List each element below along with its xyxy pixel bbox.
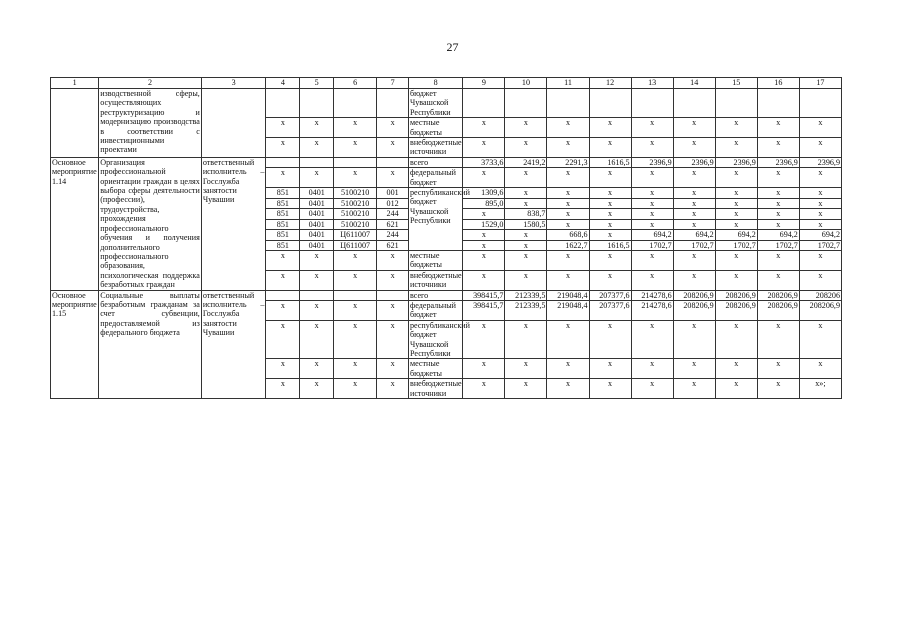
column-number: 14 <box>673 78 715 89</box>
amount-cell: 207377,6 <box>589 300 631 320</box>
amount-cell: x <box>799 118 841 138</box>
amount-cell: x <box>589 198 631 208</box>
budget-code-cell: x <box>300 379 334 399</box>
activity-name-cell: Основное мероприятие 1.14 <box>51 157 99 290</box>
amount-cell: 668,6 <box>547 230 589 240</box>
funding-source-cell: местные бюджеты <box>409 359 463 379</box>
amount-cell: x <box>757 270 799 290</box>
amount-cell: 208206 <box>799 290 841 300</box>
budget-code-cell: 244 <box>377 230 409 240</box>
budget-code-cell: x <box>334 138 377 158</box>
amount-cell: x <box>673 219 715 229</box>
funding-source-cell: республиканский бюджет Чувашской Республики <box>409 188 463 251</box>
budget-code-cell: x <box>377 118 409 138</box>
budget-code-cell: x <box>266 359 300 379</box>
column-number: 2 <box>99 78 202 89</box>
amount-cell: x <box>799 250 841 270</box>
table-row <box>51 157 842 167</box>
budget-code-cell <box>377 157 409 167</box>
budget-code-cell: 5100210 <box>334 198 377 208</box>
amount-cell: 1616,5 <box>589 157 631 167</box>
amount-cell: x <box>631 359 673 379</box>
budget-code-cell: 851 <box>266 240 300 250</box>
budget-code-cell: x <box>266 250 300 270</box>
amount-cell: x <box>589 230 631 240</box>
column-number: 3 <box>201 78 266 89</box>
funding-source-cell: республиканский бюджет Чувашской Республики <box>410 320 470 358</box>
budget-code-cell: 0401 <box>300 209 334 219</box>
amount-cell: x <box>463 209 505 219</box>
amount-cell: 2396,9 <box>631 157 673 167</box>
amount-cell: x <box>631 118 673 138</box>
amount-cell: x <box>673 270 715 290</box>
amount-cell <box>757 89 799 118</box>
budget-code-cell <box>377 290 409 300</box>
amount-cell: 208206,9 <box>757 300 799 320</box>
amount-cell: x <box>589 320 631 359</box>
budget-code-cell: x <box>300 138 334 158</box>
funding-source-cell: местные бюджеты <box>409 118 463 138</box>
amount-cell: x <box>715 250 757 270</box>
budget-code-cell: x <box>377 138 409 158</box>
amount-cell: x <box>673 188 715 199</box>
amount-cell: 208206,9 <box>715 300 757 320</box>
budget-code-cell: 0401 <box>300 240 334 250</box>
amount-cell: x <box>757 138 799 158</box>
funding-source-cell: федеральный бюджет <box>409 300 463 320</box>
table-row <box>51 89 842 118</box>
amount-cell: 895,0 <box>463 198 505 208</box>
amount-cell: x <box>547 250 589 270</box>
amount-cell: x <box>463 359 505 379</box>
budget-code-cell: 5100210 <box>334 209 377 219</box>
column-number-row <box>51 78 842 89</box>
budget-table <box>50 77 842 399</box>
budget-code-cell: x <box>334 320 377 359</box>
amount-cell: x <box>463 240 505 250</box>
amount-cell: x <box>799 320 841 359</box>
funding-source-cell: федеральный бюджет <box>409 168 463 188</box>
funding-source-cell: внебюджетные источники <box>410 379 462 398</box>
funding-source-cell: всего <box>409 290 463 300</box>
amount-cell: x <box>547 198 589 208</box>
column-number: 4 <box>266 78 300 89</box>
budget-code-cell: 012 <box>377 198 409 208</box>
amount-cell: x <box>757 209 799 219</box>
amount-cell: x <box>547 168 589 188</box>
amount-cell: x <box>589 209 631 219</box>
budget-code-cell: x <box>334 379 377 399</box>
budget-code-cell: x <box>300 359 334 379</box>
amount-cell: x <box>547 270 589 290</box>
budget-code-cell: x <box>334 300 377 320</box>
amount-cell: 1616,5 <box>589 240 631 250</box>
column-number: 17 <box>799 78 841 89</box>
amount-cell: 1580,5 <box>505 219 547 229</box>
amount-cell: x <box>463 379 505 399</box>
budget-code-cell: x <box>300 168 334 188</box>
budget-code-cell: x <box>266 379 300 399</box>
budget-code-cell: Ц611007 <box>334 240 377 250</box>
budget-code-cell: x <box>300 250 334 270</box>
budget-code-cell: x <box>266 118 300 138</box>
executor-cell: ответственный исполнитель – Госслужба занятости Чувашии <box>201 157 266 290</box>
budget-code-cell: 5100210 <box>334 219 377 229</box>
amount-cell: x <box>757 379 799 399</box>
amount-cell <box>631 89 673 118</box>
table-body <box>51 78 842 399</box>
activity-name-cell <box>51 89 99 158</box>
amount-cell: x <box>505 359 547 379</box>
amount-cell: 219048,4 <box>547 300 589 320</box>
budget-code-cell <box>334 290 377 300</box>
amount-cell: x <box>547 209 589 219</box>
page-number: 27 <box>446 40 459 54</box>
amount-cell: 214278,6 <box>631 290 673 300</box>
amount-cell: x <box>589 250 631 270</box>
funding-source-cell: внебюджетные источники <box>410 270 462 290</box>
amount-cell: x <box>589 168 631 188</box>
amount-cell <box>505 89 547 118</box>
amount-cell: 694,2 <box>715 230 757 240</box>
budget-code-cell <box>334 157 377 167</box>
budget-code-cell: x <box>300 118 334 138</box>
column-number: 7 <box>377 78 409 89</box>
amount-cell: x <box>505 379 547 399</box>
budget-code-cell: 851 <box>266 219 300 229</box>
amount-cell: 838,7 <box>505 209 547 219</box>
amount-cell: x <box>715 270 757 290</box>
amount-cell: x <box>589 219 631 229</box>
budget-code-cell <box>334 89 377 118</box>
amount-cell: x <box>715 219 757 229</box>
amount-cell: x <box>757 188 799 199</box>
amount-cell: x <box>589 188 631 199</box>
amount-cell: x <box>673 379 715 399</box>
amount-cell: x <box>799 188 841 199</box>
amount-cell <box>547 89 589 118</box>
amount-cell: x <box>505 270 547 290</box>
activity-description-cell: Организация профессиональной ориентации граждан в целях выбора сферы деятельности (профессии), трудоустройства, прохождения профессионального обучения и получения дополнительного профессионального образования, психологическая поддержка безработных граждан <box>100 157 200 290</box>
amount-cell: x <box>757 250 799 270</box>
budget-code-cell <box>300 157 334 167</box>
amount-cell: 1622,7 <box>547 240 589 250</box>
amount-cell: x <box>631 219 673 229</box>
amount-cell: x <box>757 320 799 359</box>
amount-cell: x <box>547 188 589 199</box>
amount-cell: x <box>589 118 631 138</box>
budget-code-cell: x <box>377 359 409 379</box>
budget-code-cell: x <box>377 168 409 188</box>
column-number: 5 <box>300 78 334 89</box>
amount-cell: 1309,6 <box>463 188 505 199</box>
amount-cell <box>463 89 505 118</box>
amount-cell: x <box>715 359 757 379</box>
budget-code-cell: x <box>266 300 300 320</box>
amount-cell: x <box>799 270 841 290</box>
budget-code-cell: x <box>334 250 377 270</box>
amount-cell: x <box>673 359 715 379</box>
budget-code-cell: 851 <box>266 209 300 219</box>
budget-code-cell: 0401 <box>300 188 334 199</box>
amount-cell: x <box>715 168 757 188</box>
budget-code-cell: x <box>266 138 300 158</box>
amount-cell: 2396,9 <box>757 157 799 167</box>
budget-code-cell <box>266 290 300 300</box>
executor-cell: ответственный исполнитель – Госслужба занятости Чувашии <box>201 290 266 398</box>
amount-cell: x <box>673 320 715 359</box>
amount-cell: 2396,9 <box>799 157 841 167</box>
budget-code-cell: 851 <box>266 198 300 208</box>
executor-cell <box>201 89 266 158</box>
amount-cell: 2396,9 <box>673 157 715 167</box>
funding-source-cell: всего <box>409 157 463 167</box>
amount-cell: x <box>505 198 547 208</box>
budget-code-cell <box>300 89 334 118</box>
column-number: 1 <box>51 78 99 89</box>
budget-code-cell: 851 <box>266 230 300 240</box>
amount-cell: 694,2 <box>631 230 673 240</box>
amount-cell: x <box>505 320 547 359</box>
amount-cell: x <box>757 219 799 229</box>
budget-code-cell: x <box>334 118 377 138</box>
budget-code-cell: x <box>300 320 334 359</box>
amount-cell: 1702,7 <box>631 240 673 250</box>
funding-source-cell: местные бюджеты <box>409 250 463 270</box>
amount-cell: x <box>799 219 841 229</box>
amount-cell: 1702,7 <box>799 240 841 250</box>
amount-cell: 3733,6 <box>463 157 505 167</box>
budget-code-cell: x <box>334 270 377 290</box>
amount-cell: x <box>715 118 757 138</box>
column-number: 9 <box>463 78 505 89</box>
amount-cell: 208206,9 <box>715 290 757 300</box>
budget-code-cell: x <box>377 379 409 399</box>
budget-code-cell <box>300 290 334 300</box>
amount-cell: x <box>505 230 547 240</box>
amount-cell: x <box>547 379 589 399</box>
column-number: 10 <box>505 78 547 89</box>
amount-cell: 208206,9 <box>673 290 715 300</box>
budget-code-cell: x <box>334 168 377 188</box>
amount-cell: x <box>547 118 589 138</box>
budget-code-cell: 851 <box>266 188 300 199</box>
funding-source-cell: бюджет Чувашской Республики <box>409 89 463 118</box>
budget-code-cell: 621 <box>377 219 409 229</box>
column-number: 12 <box>589 78 631 89</box>
amount-cell: 1702,7 <box>673 240 715 250</box>
budget-code-cell: x <box>266 320 300 359</box>
amount-cell: x <box>799 198 841 208</box>
amount-cell: x <box>589 359 631 379</box>
amount-cell: x <box>547 138 589 158</box>
amount-cell: 398415,7 <box>463 290 505 300</box>
amount-cell: 398415,7 <box>463 300 505 320</box>
amount-cell: 219048,4 <box>547 290 589 300</box>
amount-cell: x <box>505 118 547 138</box>
amount-cell: 1702,7 <box>757 240 799 250</box>
amount-cell: x <box>673 118 715 138</box>
budget-code-cell: 0401 <box>300 230 334 240</box>
column-number: 16 <box>757 78 799 89</box>
amount-cell: x <box>463 320 505 359</box>
budget-code-cell: 0401 <box>300 198 334 208</box>
amount-cell: x <box>673 168 715 188</box>
amount-cell: 1702,7 <box>715 240 757 250</box>
amount-cell: x»; <box>799 379 841 399</box>
activity-description-cell: Социальные выплаты безработным гражданам за счет субвенции, предоставляемой из федерального бюджета <box>99 290 202 398</box>
budget-code-cell: x <box>266 168 300 188</box>
amount-cell: x <box>463 168 505 188</box>
amount-cell: x <box>799 168 841 188</box>
amount-cell: 2396,9 <box>715 157 757 167</box>
amount-cell: x <box>715 188 757 199</box>
budget-code-cell: x <box>377 300 409 320</box>
budget-code-cell: 0401 <box>300 219 334 229</box>
amount-cell <box>673 89 715 118</box>
amount-cell: x <box>505 240 547 250</box>
amount-cell: x <box>673 250 715 270</box>
amount-cell: x <box>757 359 799 379</box>
amount-cell: x <box>547 359 589 379</box>
amount-cell: x <box>799 359 841 379</box>
amount-cell: x <box>799 138 841 158</box>
column-number: 11 <box>547 78 589 89</box>
amount-cell: x <box>631 270 673 290</box>
budget-code-cell: 621 <box>377 240 409 250</box>
amount-cell: x <box>505 138 547 158</box>
amount-cell: x <box>631 198 673 208</box>
amount-cell: x <box>673 138 715 158</box>
column-number: 8 <box>409 78 463 89</box>
amount-cell: x <box>715 320 757 359</box>
amount-cell: 207377,6 <box>589 290 631 300</box>
column-number: 15 <box>715 78 757 89</box>
amount-cell: 214278,6 <box>631 300 673 320</box>
amount-cell: x <box>631 138 673 158</box>
amount-cell: x <box>547 219 589 229</box>
amount-cell: 208206,9 <box>757 290 799 300</box>
budget-code-cell: Ц611007 <box>334 230 377 240</box>
amount-cell: x <box>715 198 757 208</box>
amount-cell: 694,2 <box>673 230 715 240</box>
amount-cell <box>715 89 757 118</box>
amount-cell: x <box>673 198 715 208</box>
amount-cell: x <box>631 379 673 399</box>
amount-cell: x <box>589 270 631 290</box>
amount-cell: x <box>505 250 547 270</box>
amount-cell: x <box>757 168 799 188</box>
amount-cell: x <box>463 118 505 138</box>
amount-cell: 694,2 <box>799 230 841 240</box>
amount-cell: x <box>631 188 673 199</box>
amount-cell: x <box>547 320 589 359</box>
amount-cell: 2291,3 <box>547 157 589 167</box>
budget-code-cell <box>377 89 409 118</box>
amount-cell: x <box>715 209 757 219</box>
budget-code-cell: 244 <box>377 209 409 219</box>
amount-cell: 212339,5 <box>505 290 547 300</box>
amount-cell: x <box>589 138 631 158</box>
budget-code-cell: x <box>300 270 334 290</box>
budget-code-cell: x <box>377 320 409 359</box>
amount-cell: x <box>463 138 505 158</box>
amount-cell: x <box>589 379 631 399</box>
amount-cell: x <box>463 270 505 290</box>
activity-name-cell: Основное мероприятие 1.15 <box>51 290 99 398</box>
budget-code-cell <box>266 89 300 118</box>
amount-cell: 1529,0 <box>463 219 505 229</box>
amount-cell: x <box>463 230 505 240</box>
budget-code-cell: x <box>334 359 377 379</box>
amount-cell: x <box>631 209 673 219</box>
amount-cell: 212339,5 <box>505 300 547 320</box>
budget-code-cell: x <box>377 270 409 290</box>
column-number: 6 <box>334 78 377 89</box>
budget-code-cell: 5100210 <box>334 188 377 199</box>
budget-code-cell <box>266 157 300 167</box>
budget-code-cell: x <box>377 250 409 270</box>
amount-cell: x <box>715 138 757 158</box>
amount-cell: 694,2 <box>757 230 799 240</box>
amount-cell <box>589 89 631 118</box>
budget-code-cell: x <box>266 270 300 290</box>
amount-cell: x <box>631 168 673 188</box>
funding-source-cell: внебюджетные источники <box>410 138 462 157</box>
amount-cell: x <box>757 198 799 208</box>
amount-cell: x <box>631 320 673 359</box>
activity-description-cell: изводственной сферы, осуществляющих реструктуризацию и модернизацию производства в соответствии с инвестиционными проектами <box>99 89 202 158</box>
amount-cell <box>799 89 841 118</box>
amount-cell: 208206,9 <box>673 300 715 320</box>
amount-cell: x <box>799 209 841 219</box>
amount-cell: 208206,9 <box>799 300 841 320</box>
amount-cell: x <box>505 188 547 199</box>
amount-cell: x <box>631 250 673 270</box>
table-row <box>51 290 842 300</box>
amount-cell: 2419,2 <box>505 157 547 167</box>
amount-cell: x <box>757 118 799 138</box>
budget-code-cell: x <box>300 300 334 320</box>
amount-cell: x <box>673 209 715 219</box>
amount-cell: x <box>715 379 757 399</box>
amount-cell: x <box>463 250 505 270</box>
amount-cell: x <box>505 168 547 188</box>
budget-code-cell: 001 <box>377 188 409 199</box>
column-number: 13 <box>631 78 673 89</box>
